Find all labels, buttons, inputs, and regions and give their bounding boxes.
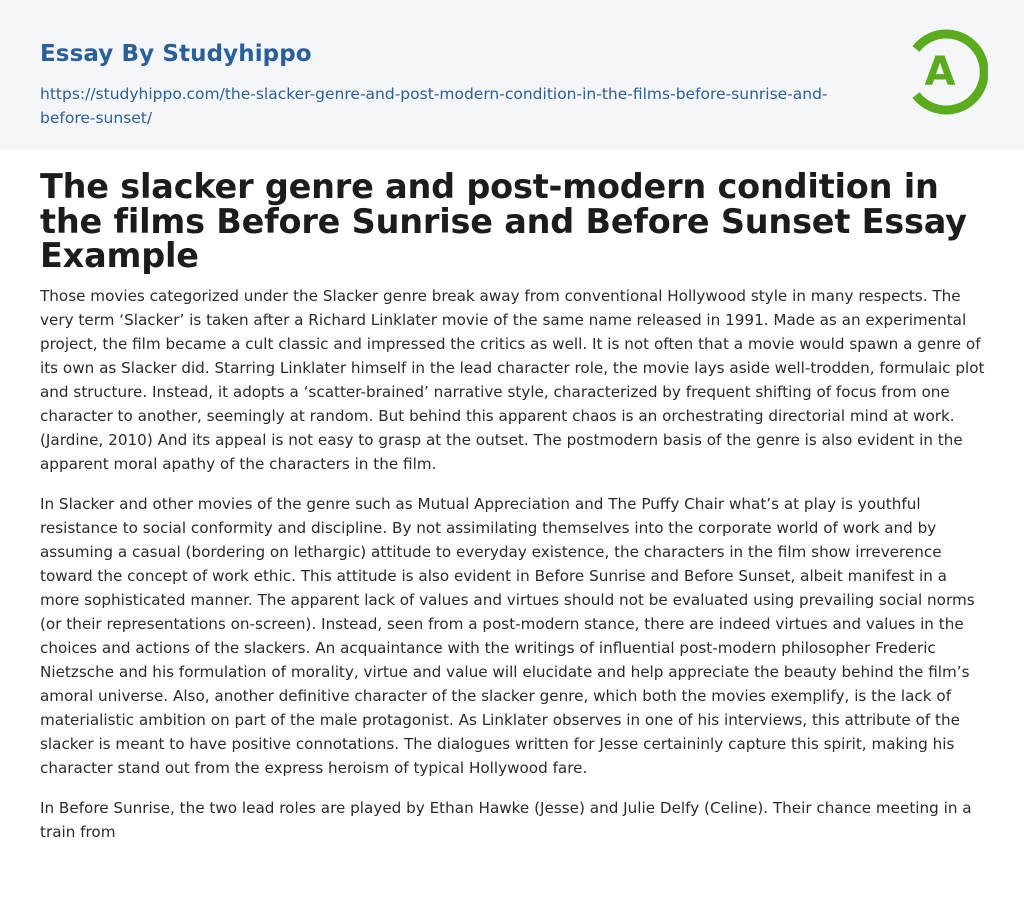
essay-paragraph: Those movies categorized under the Slacker genre break away from conventional Hollywood style in many respects. The very term ‘Slacker’ is taken after a Richard Linklater movie of the same name released in 1991. Made as an experimental project, the film became a cult classic and impressed the critics as well. It is not often that a movie would spawn a genre of its own as Slacker did. Starring Linklater himself in the lead character role, the movie lays aside well-trodden, formulaic plot and structure. Instead, it adopts a ‘scatter-brained’ narrative style, characterized by frequent shifting of focus from one character to another, seemingly at random. But behind this apparent chaos is an orchestrating directorial mind at work. (Jardine, 2010) And its appeal is not easy to grasp at the outset. The postmodern basis of the genre is also evident in the apparent moral apathy of the characters in the film. <box>40 287 985 473</box>
logo-letter: A <box>924 49 956 95</box>
source-url-link[interactable]: https://studyhippo.com/the-slacker-genre-and-post-modern-condition-in-the-films-before-sunrise-and-before-sunset/ <box>40 85 828 127</box>
brand-title[interactable]: Essay By Studyhippo <box>40 41 312 67</box>
essay-paragraph: In Before Sunrise, the two lead roles are played by Ethan Hawke (Jesse) and Julie Delfy (Celine). Their chance meeting in a train from <box>40 799 972 841</box>
site-header <box>0 0 1024 150</box>
essay-body <box>40 284 990 860</box>
logo-ring-icon <box>900 28 988 116</box>
essay-title: The slacker genre and post-modern condition in the films Before Sunrise and Before Sunset Essay Example <box>40 167 967 275</box>
essay-paragraph: In Slacker and other movies of the genre such as Mutual Appreciation and The Puffy Chair what’s at play is youthful resistance to social conformity and discipline. By not assimilating themselves into the corporate world of work and by assuming a casual (bordering on lethargic) attitude to everyday existence, the characters in the film show irreverence toward the concept of work ethic. This attitude is also evident in Before Sunrise and Before Sunset, albeit manifest in a more sophisticated manner. The apparent lack of values and virtues should not be evaluated using prevailing social norms (or their representations on-screen). Instead, seen from a post-modern stance, there are indeed virtues and values in the choices and actions of the slackers. An acquaintance with the writings of influential post-modern philosopher Frederic Nietzsche and his formulation of morality, virtue and value will elucidate and help appreciate the beauty behind the film’s amoral universe. Also, another definitive character of the slacker genre, which both the movies exemplify, is the lack of materialistic ambition on part of the male protagonist. As Linklater observes in one of his interviews, this attribute of the slacker is meant to have positive connotations. The dialogues written for Jesse certaininly capture this spirit, making his character stand out from the express heroism of typical Hollywood fare. <box>40 495 975 777</box>
studyhippo-logo-icon[interactable] <box>900 28 988 116</box>
